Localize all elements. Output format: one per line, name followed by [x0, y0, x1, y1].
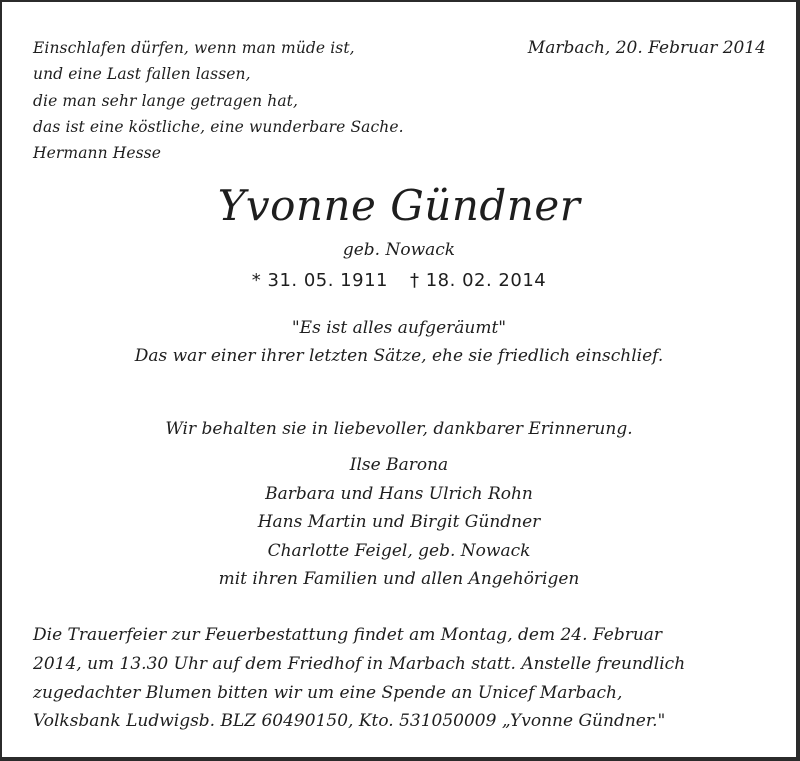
- service-line: zugedachter Blumen bitten wir um eine Spende an Unicef Marbach,: [33, 682, 623, 703]
- mourner: Hans Martin und Birgit Gündner: [257, 512, 541, 533]
- quote-caption: Das war einer ihrer letzten Sätze, ehe sie friedlich einschlief.: [134, 346, 664, 366]
- quote-text: "Es ist alles aufgeräumt": [291, 318, 507, 338]
- place-and-date: Marbach, 20. Februar 2014: [527, 38, 766, 58]
- mourner: Charlotte Feigel, geb. Nowack: [267, 540, 531, 561]
- mourner-families: mit ihren Familien und allen Angehörigen: [218, 569, 580, 590]
- poem-line: das ist eine köstliche, eine wunderbare Sache.: [33, 117, 404, 136]
- last-words-quote: [2, 314, 796, 370]
- poem-author: Hermann Hesse: [33, 144, 162, 163]
- service-line: Die Trauerfeier zur Feuerbestattung findet am Montag, dem 24. Februar: [33, 625, 663, 645]
- service-line: 2014, um 13.30 Uhr auf dem Friedhof in Marbach statt. Anstelle freundlich: [33, 653, 686, 674]
- poem-epigraph: [33, 35, 404, 166]
- service-line: Volksbank Ludwigsb. BLZ 60490150, Kto. 531050009 „Yvonne Gündner.": [33, 711, 666, 732]
- poem-line: die man sehr lange getragen hat,: [33, 91, 299, 110]
- birth-name: geb. Nowack: [342, 240, 456, 260]
- life-dates: [2, 267, 796, 295]
- mourner: Barbara und Hans Ulrich Rohn: [265, 483, 533, 504]
- mourner: Ilse Barona: [349, 455, 449, 475]
- death-date: † 18. 02. 2014: [410, 270, 547, 291]
- deceased-name: Yvonne Gündner: [217, 181, 581, 230]
- funeral-service-info: [33, 621, 685, 736]
- poem-line: Einschlafen dürfen, wenn man müde ist,: [33, 39, 355, 57]
- birth-date: * 31. 05. 1911: [251, 270, 388, 291]
- poem-line: und eine Last fallen lassen,: [33, 65, 251, 84]
- remembrance-line: Wir behalten sie in liebevoller, dankbarer Erinnerung.: [165, 419, 633, 439]
- mourners-list: [2, 451, 796, 594]
